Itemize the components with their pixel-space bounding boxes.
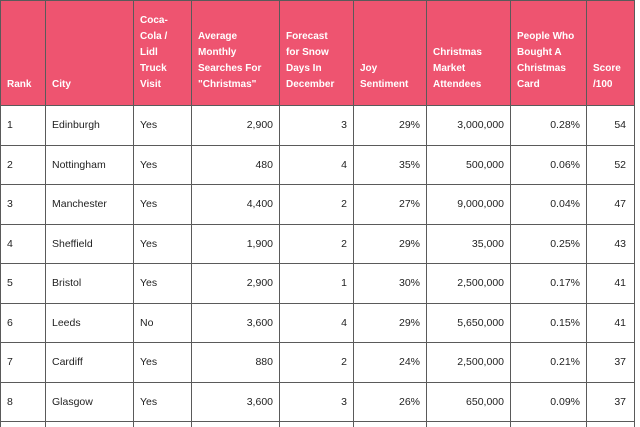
cell-attendees: 9,000,000 (427, 185, 511, 225)
cell-card: 0.09% (511, 382, 587, 422)
cell-snow-days: 3 (280, 106, 354, 146)
table-row (1, 106, 635, 146)
cell-city: Nottingham (46, 145, 134, 185)
cell-score: 37 (587, 382, 635, 422)
header-city: City (46, 1, 134, 106)
cell-searches: 2,900 (192, 264, 280, 304)
header-snow-forecast: Forecast for Snow Days In December (280, 1, 354, 106)
empty-cell (427, 422, 511, 427)
cell-city: Manchester (46, 185, 134, 225)
cell-searches: 2,900 (192, 106, 280, 146)
cell-truck-visit: Yes (134, 382, 192, 422)
cell-rank: 1 (1, 106, 46, 146)
cell-city: Glasgow (46, 382, 134, 422)
cell-card: 0.04% (511, 185, 587, 225)
cell-card: 0.25% (511, 224, 587, 264)
cell-attendees: 650,000 (427, 382, 511, 422)
empty-cell (354, 422, 427, 427)
cell-snow-days: 2 (280, 185, 354, 225)
cell-searches: 1,900 (192, 224, 280, 264)
cell-snow-days: 3 (280, 382, 354, 422)
empty-cell (46, 422, 134, 427)
cell-city: Edinburgh (46, 106, 134, 146)
cell-score: 54 (587, 106, 635, 146)
cell-joy: 26% (354, 382, 427, 422)
header-monthly-searches: Average Monthly Searches For "Christmas" (192, 1, 280, 106)
header-market-attendees: Christmas Market Attendees (427, 1, 511, 106)
cell-attendees: 2,500,000 (427, 343, 511, 383)
cell-snow-days: 4 (280, 145, 354, 185)
cell-snow-days: 1 (280, 264, 354, 304)
cell-searches: 880 (192, 343, 280, 383)
cell-rank: 5 (1, 264, 46, 304)
cell-score: 41 (587, 264, 635, 304)
cell-attendees: 3,000,000 (427, 106, 511, 146)
table-row (1, 145, 635, 185)
cell-card: 0.06% (511, 145, 587, 185)
cell-snow-days: 4 (280, 303, 354, 343)
table-row (1, 264, 635, 304)
cell-searches: 3,600 (192, 303, 280, 343)
empty-cell (587, 422, 635, 427)
cell-searches: 480 (192, 145, 280, 185)
cell-city: Sheffield (46, 224, 134, 264)
header-truck-visit: Coca- Cola / Lidl Truck Visit (134, 1, 192, 106)
cell-score: 47 (587, 185, 635, 225)
header-joy-sentiment: Joy Sentiment (354, 1, 427, 106)
cell-joy: 30% (354, 264, 427, 304)
cell-snow-days: 2 (280, 343, 354, 383)
cell-card: 0.17% (511, 264, 587, 304)
table-row (1, 343, 635, 383)
header-row (1, 1, 635, 106)
table-row-cut-off (1, 422, 635, 427)
cell-score: 37 (587, 343, 635, 383)
cell-card: 0.21% (511, 343, 587, 383)
cell-truck-visit: Yes (134, 264, 192, 304)
cell-rank: 8 (1, 382, 46, 422)
empty-cell (1, 422, 46, 427)
cell-joy: 29% (354, 224, 427, 264)
cell-city: Cardiff (46, 343, 134, 383)
cell-joy: 24% (354, 343, 427, 383)
cell-score: 41 (587, 303, 635, 343)
header-christmas-card: People Who Bought A Christmas Card (511, 1, 587, 106)
cell-rank: 6 (1, 303, 46, 343)
cell-snow-days: 2 (280, 224, 354, 264)
cell-truck-visit: No (134, 303, 192, 343)
cell-truck-visit: Yes (134, 343, 192, 383)
cell-joy: 27% (354, 185, 427, 225)
table-row (1, 382, 635, 422)
cell-rank: 3 (1, 185, 46, 225)
header-score: Score /100 (587, 1, 635, 106)
cell-attendees: 2,500,000 (427, 264, 511, 304)
empty-cell (280, 422, 354, 427)
cell-rank: 4 (1, 224, 46, 264)
cell-attendees: 500,000 (427, 145, 511, 185)
table-row (1, 185, 635, 225)
cell-truck-visit: Yes (134, 224, 192, 264)
empty-cell (192, 422, 280, 427)
cell-truck-visit: Yes (134, 106, 192, 146)
cell-score: 43 (587, 224, 635, 264)
cell-attendees: 5,650,000 (427, 303, 511, 343)
table-row (1, 303, 635, 343)
cell-card: 0.15% (511, 303, 587, 343)
cell-joy: 35% (354, 145, 427, 185)
cell-attendees: 35,000 (427, 224, 511, 264)
cell-truck-visit: Yes (134, 185, 192, 225)
empty-cell (134, 422, 192, 427)
cell-truck-visit: Yes (134, 145, 192, 185)
header-rank: Rank (1, 1, 46, 106)
cell-joy: 29% (354, 106, 427, 146)
cell-city: Leeds (46, 303, 134, 343)
cell-searches: 3,600 (192, 382, 280, 422)
cell-card: 0.28% (511, 106, 587, 146)
cell-city: Bristol (46, 264, 134, 304)
cell-score: 52 (587, 145, 635, 185)
cell-joy: 29% (354, 303, 427, 343)
cell-searches: 4,400 (192, 185, 280, 225)
cell-rank: 2 (1, 145, 46, 185)
table-row (1, 224, 635, 264)
empty-cell (511, 422, 587, 427)
cell-rank: 7 (1, 343, 46, 383)
